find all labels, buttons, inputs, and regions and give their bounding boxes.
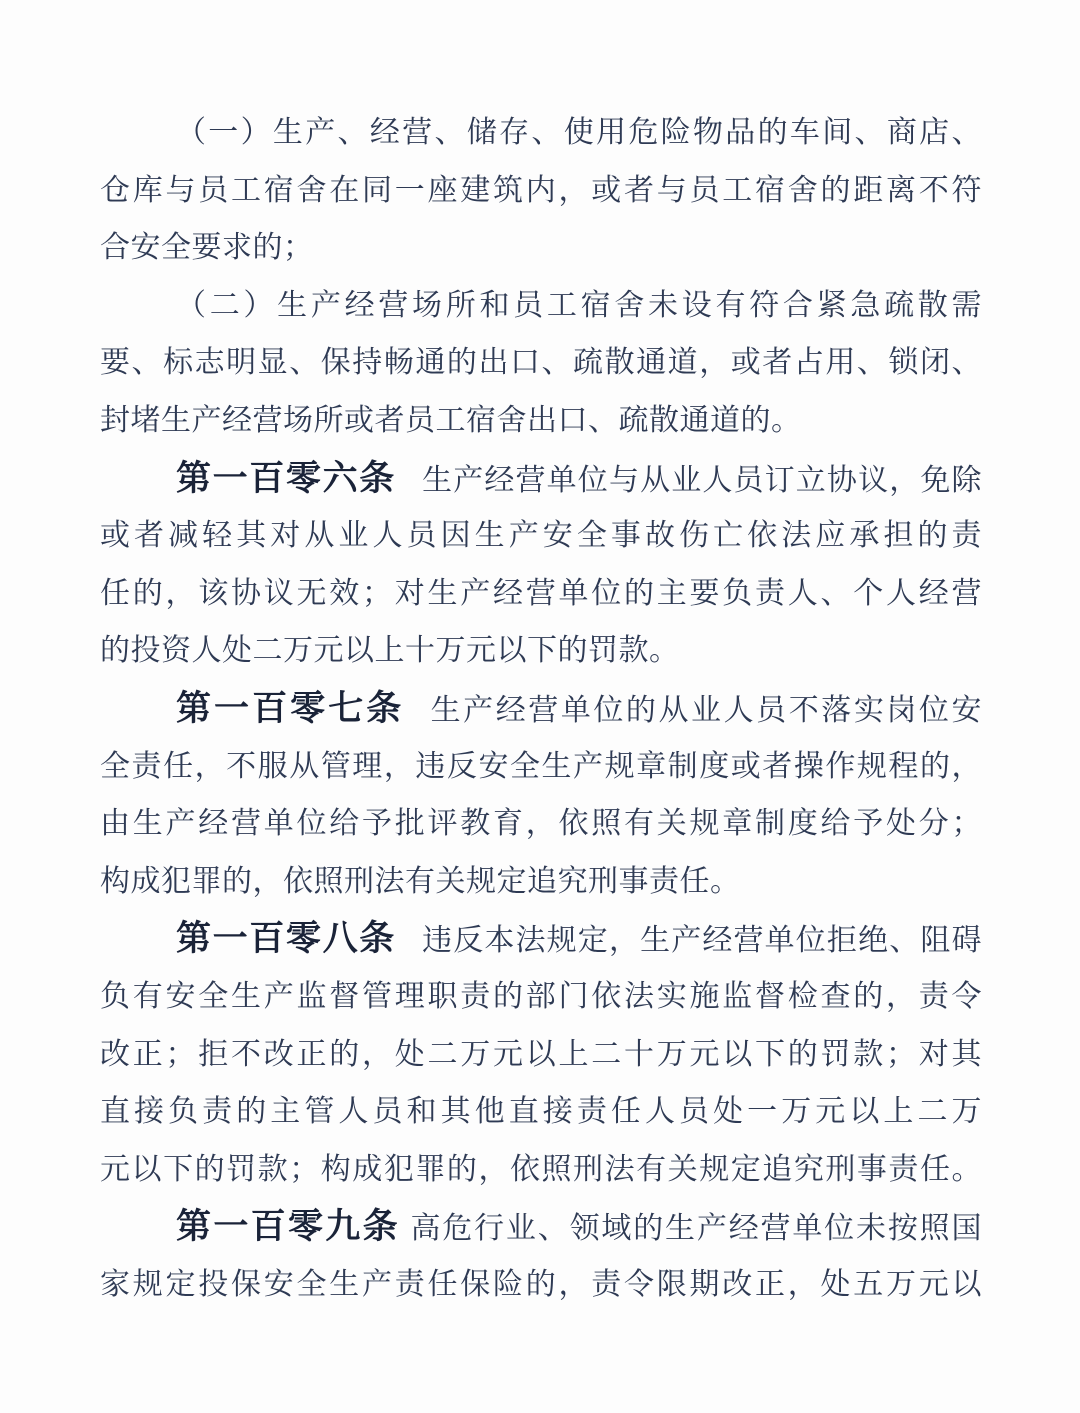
line-text: 生产经营单位的从业人员不落实岗位安 [430,693,982,727]
text-line: 任的，该协议无效；对生产经营单位的主要负责人、个人经营 [100,576,982,610]
text-line: 直接负责的主管人员和其他直接责任人员处一万元以上二万 [100,1095,982,1129]
text-line [100,1198,982,1256]
text-line: 或者减轻其对从业人员因生产安全事故伤亡依法应承担的责 [100,519,982,553]
line-text: 违反本法规定，生产经营单位拒绝、阻碍 [422,924,982,958]
article-paragraph [100,910,982,1198]
text-line: 家规定投保安全生产责任保险的，责令限期改正，处五万元以 [100,1267,982,1301]
text-line [100,450,982,508]
article-number: 第一百零六条 [176,458,396,498]
article-number: 第一百零九条 [176,1207,400,1247]
text-line: 构成犯罪的，依照刑法有关规定追究刑事责任。 [100,864,741,898]
text-line: （二）生产经营场所和员工宿舍未设有符合紧急疏散需 [176,288,982,322]
text-line: 负有安全生产监督管理职责的部门依法实施监督检查的，责令 [100,979,982,1013]
text-line: 的投资人处二万元以上十万元以下的罚款。 [100,634,680,668]
list-item-paragraph [100,104,982,277]
text-line: 元以下的罚款；构成犯罪的，依照刑法有关规定追究刑事责任。 [100,1152,982,1186]
article-number: 第一百零七条 [176,688,405,728]
text-line: （一）生产、经营、储存、使用危险物品的车间、商店、 [176,116,982,149]
text-line: 封堵生产经营场所或者员工宿舍出口、疏散通道的。 [100,403,802,437]
text-line: 改正；拒不改正的，处二万元以上二十万元以下的罚款；对其 [100,1037,982,1071]
article-paragraph [100,680,982,910]
text-line: 要、标志明显、保持畅通的出口、疏散通道，或者占用、锁闭、 [100,346,982,380]
text-line: 全责任，不服从管理，违反安全生产规章制度或者操作规程的， [100,749,982,783]
article-number: 第一百零八条 [176,919,396,959]
legal-text-body [100,104,982,1313]
list-item-paragraph [100,277,982,450]
text-line [100,910,982,968]
article-paragraph [100,1198,982,1313]
line-text: 生产经营单位与从业人员订立协议，免除 [422,463,982,497]
text-line [100,680,982,738]
text-line: 仓库与员工宿舍在同一座建筑内，或者与员工宿舍的距离不符 [100,173,982,207]
line-text: 高危行业、领域的生产经营单位未按照国 [410,1212,982,1246]
article-paragraph [100,450,982,680]
text-line: 由生产经营单位给予批评教育，依照有关规章制度给予处分； [100,807,982,841]
text-line: 合安全要求的； [100,231,314,265]
